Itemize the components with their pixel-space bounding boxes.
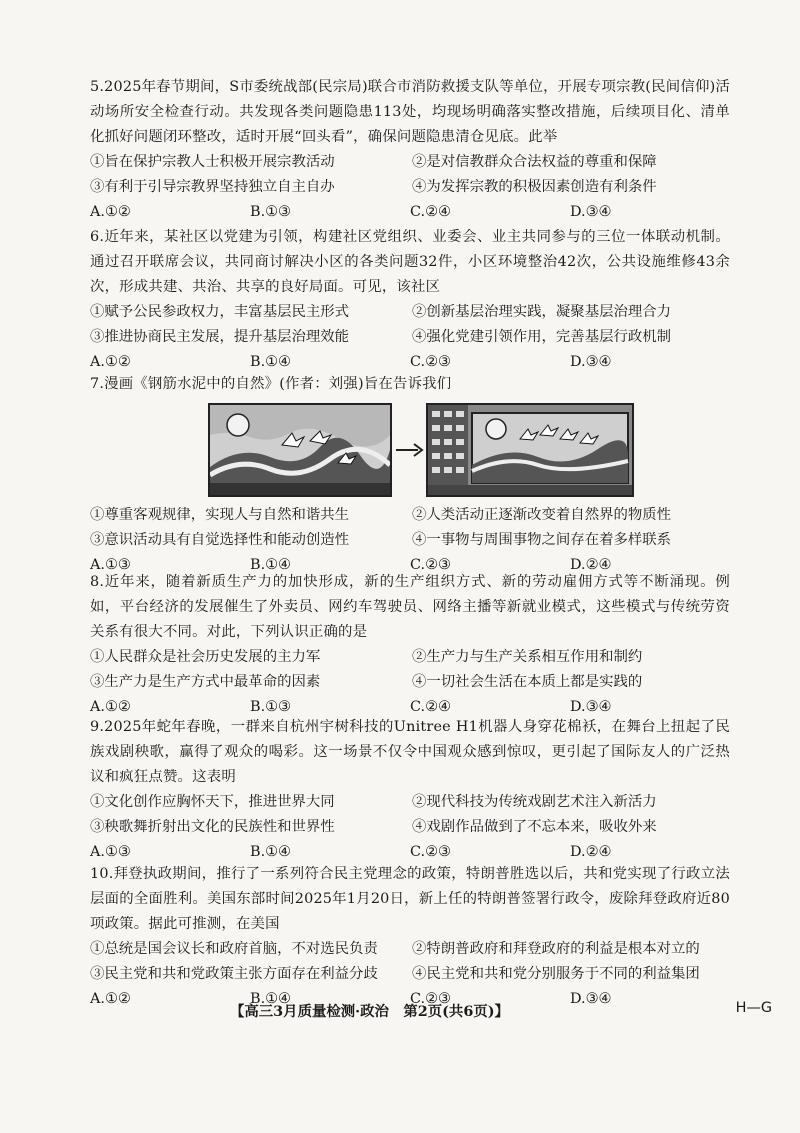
option-item: ①总统是国会议长和政府首脑，不对选民负责 [90,941,378,957]
answer-choice: B.①④ [250,991,291,1007]
answer-choice: D.③④ [570,354,612,370]
question-5 [90,75,730,225]
cartoon-panel-city [426,403,634,497]
answer-choices [90,200,730,225]
option-list [90,150,730,200]
option-item: ②创新基层治理实践，凝聚基层治理合力 [412,304,672,320]
answer-choice: B.①④ [250,354,291,370]
footer-page-info: 【高三3月质量检测·政治 第2页(共6页)】 [230,1003,509,1020]
question-10 [90,862,730,1012]
option-item: ①旨在保护宗教人士积极开展宗教活动 [90,154,335,170]
option-list [90,937,730,987]
option-item: ④强化党建引领作用，完善基层行政机制 [412,329,672,345]
answer-choice: D.③④ [570,699,612,715]
answer-choice: A.①② [90,354,131,370]
answer-choice: C.②③ [410,991,451,1007]
option-list [90,790,730,840]
option-item: ④民主党和共和党分别服务于不同的利益集团 [412,966,700,982]
option-item: ②生产力与生产关系相互作用和制约 [412,649,643,665]
question-7 [90,372,730,578]
question-stem: 7.漫画《钢筋水泥中的自然》(作者：刘强)旨在告诉我们 [90,376,452,392]
answer-choice: B.①④ [250,844,291,860]
question-stem: 6.近年来，某社区以党建为引领，构建社区党组织、业委会、业主共同参与的三位一体联动机制。通过召开联席会议，共同商讨解决小区的各类问题32件，小区环境整治42次，公共设施维修43余次，形成共建、共治、共享的良好局面。可见，该社区 [90,229,730,295]
answer-choice: A.①③ [90,557,131,573]
option-item: ③秧歌舞折射出文化的民族性和世界性 [90,819,335,835]
option-item: ②是对信教群众合法权益的尊重和保障 [412,154,657,170]
cartoon-panel-nature [208,403,392,497]
arrow-right-icon [392,440,426,460]
option-item: ①文化创作应胸怀天下，推进世界大同 [90,794,335,810]
option-item: ③生产力是生产方式中最革命的因素 [90,674,321,690]
option-item: ③有利于引导宗教界坚持独立自主自办 [90,179,335,195]
question-6 [90,225,730,375]
option-item: ③民主党和共和党政策主张方面存在利益分歧 [90,966,378,982]
answer-choice: C.②③ [410,557,451,573]
answer-choice: B.①③ [250,699,291,715]
answer-choice: C.②④ [410,699,451,715]
footer-paper-code: H—G [735,1000,772,1016]
answer-choice: D.③④ [570,204,612,220]
option-item: ②人类活动正逐渐改变着自然界的物质性 [412,507,672,523]
option-list [90,503,730,553]
option-item: ④戏剧作品做到了不忘本来，吸收外来 [412,819,657,835]
option-item: ④一切社会生活在本质上都是实践的 [412,674,643,690]
option-item: ①人民群众是社会历史发展的主力军 [90,649,321,665]
answer-choice: D.②④ [570,844,612,860]
answer-choice: A.①② [90,699,131,715]
answer-choice: C.②④ [410,204,451,220]
answer-choice: C.②③ [410,354,451,370]
answer-choice: A.①③ [90,844,131,860]
option-item: ③意识活动具有自觉选择性和能动创造性 [90,532,350,548]
answer-choice: C.②③ [410,844,451,860]
cartoon-illustration [208,403,730,497]
answer-choice: B.①③ [250,204,291,220]
question-stem: 5.2025年春节期间，S市委统战部(民宗局)联合市消防救援支队等单位，开展专项宗教(民间信仰)活动场所安全检查行动。共发现各类问题隐患113处，均现场明确落实整改措施，后续项目化、清单化抓好问题闭环整改，适时开展“回头看”，确保问题隐患清仓见底。此举 [90,79,730,145]
answer-choice: A.①② [90,991,131,1007]
answer-choice: B.①④ [250,557,291,573]
answer-choice: D.②④ [570,557,612,573]
question-8 [90,570,730,720]
option-item: ④为发挥宗教的积极因素创造有利条件 [412,179,657,195]
answer-choice: D.③④ [570,991,612,1007]
option-item: ①尊重客观规律，实现人与自然和谐共生 [90,507,350,523]
option-item: ②现代科技为传统戏剧艺术注入新活力 [412,794,657,810]
option-item: ②特朗普政府和拜登政府的利益是根本对立的 [412,941,700,957]
question-stem: 10.拜登执政期间，推行了一系列符合民主党理念的政策，特朗普胜选以后，共和党实现了行政立法层面的全面胜利。美国东部时间2025年1月20日，新上任的特朗普签署行政令，废除拜登政府近80项政策。据此可推测，在美国 [90,866,730,932]
question-stem: 8.近年来，随着新质生产力的加快形成，新的生产组织方式、新的劳动雇佣方式等不断涌现。例如，平台经济的发展催生了外卖员、网约车驾驶员、网络主播等新就业模式，这些模式与传统劳资关系有很大不同。对此，下列认识正确的是 [90,574,730,640]
option-list [90,300,730,350]
option-item: ④一事物与周围事物之间存在着多样联系 [412,532,672,548]
question-9 [90,715,730,865]
question-stem: 9.2025年蛇年春晚，一群来自杭州宇树科技的Unitree H1机器人身穿花棉袄，在舞台上扭起了民族戏剧秧歌，赢得了观众的喝彩。这一场景不仅令中国观众感到惊叹，更引起了国际友人的广泛热议和疯狂点赞。这表明 [90,719,730,785]
option-item: ①赋予公民参政权力，丰富基层民主形式 [90,304,350,320]
answer-choice: A.①② [90,204,131,220]
option-item: ③推进协商民主发展，提升基层治理效能 [90,329,350,345]
option-list [90,645,730,695]
